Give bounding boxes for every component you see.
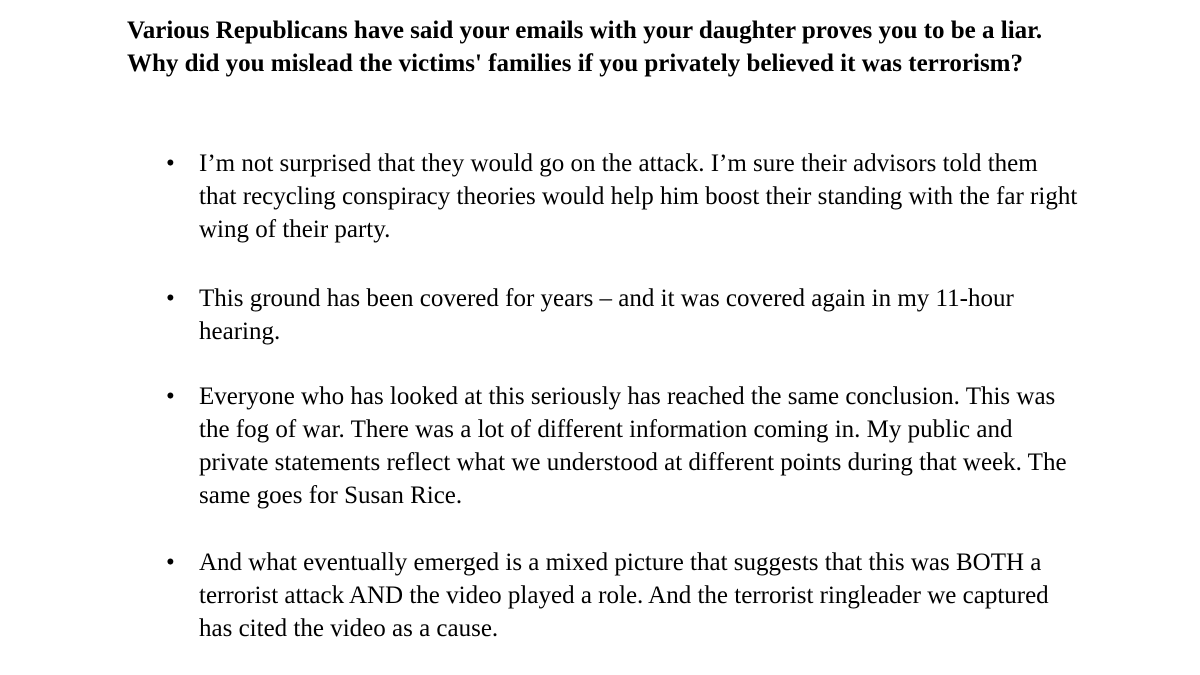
bullet-text: Everyone who has looked at this seriously has reached the same conclusion. This was the fog of war. There was a lot of different information coming in. My public and private statements reflect what we understood at different points during that week. The same goes for Susan Rice.	[199, 383, 1067, 509]
bullet-icon: •	[166, 285, 175, 312]
bullet-text: This ground has been covered for years – and it was covered again in my 11-hour hearing.	[199, 285, 1014, 345]
bullet-icon: •	[166, 383, 175, 410]
bullet-icon: •	[166, 150, 175, 177]
bullet-icon: •	[166, 549, 175, 576]
question-heading: Various Republicans have said your emails with your daughter proves you to be a liar. Why did you mislead the victims' families if you privately believed it was terrorism?	[127, 17, 1043, 77]
bullet-text: And what eventually emerged is a mixed picture that suggests that this was BOTH a terrorist attack AND the video played a role. And the terrorist ringleader we captured has cited the video as a cause.	[199, 549, 1049, 642]
bullet-text: I’m not surprised that they would go on the attack. I’m sure their advisors told them that recycling conspiracy theories would help him boost their standing with the far right wing of their party.	[199, 150, 1078, 243]
